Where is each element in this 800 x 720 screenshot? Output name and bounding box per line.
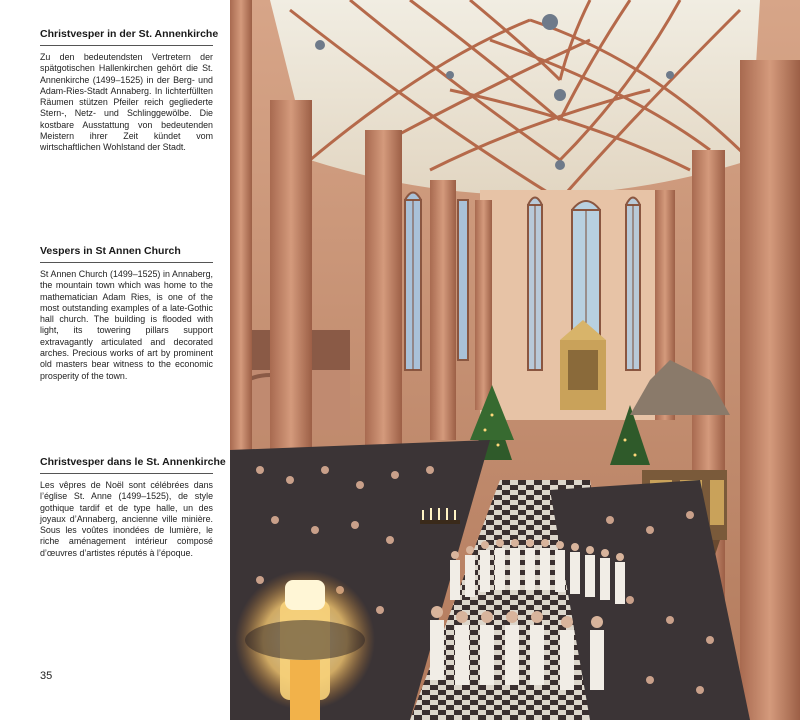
section-german — [40, 28, 219, 154]
section-title-german: Christvesper in der St. Annenkirche — [40, 28, 213, 46]
text-column — [0, 0, 230, 720]
page-number: 35 — [40, 670, 53, 682]
section-english — [40, 245, 213, 382]
section-title-french: Christvesper dans le St. Annenkirche — [40, 456, 213, 474]
section-body-english: St Annen Church (1499–1525) in Annaberg, the mountain town which was home to the mathematician Adam Ries, is one of the most outstanding examples of a late-Gothic hall church. The building is flooded with light, its towering pillars support extravagantly articulated and decorated arches. Precious works of art by prominent old masters bear witness to the economic prosperity of the town. — [40, 269, 213, 381]
section-body-german: Zu den bedeutendsten Vertretern der spätgotischen Hallenkirchen gehört die St. Annenkirche (1499–1525) in der Berg- und Adam-Ries-Stadt Annaberg. In lichterfüllten Räumen stützen Pfeiler reich gegliederte Stern-, Netz- und Schlinggewölbe. Die kostbare Ausstattung von bedeutenden Meistern ihrer Zeit kündet vom wirtschaftlichen Wohlstand der Stadt. — [40, 52, 213, 153]
section-french — [40, 456, 226, 559]
section-title-english: Vespers in St Annen Church — [40, 245, 213, 263]
church-illustration — [230, 0, 800, 720]
church-interior-photo — [230, 0, 800, 720]
section-body-french: Les vêpres de Noël sont célébrées dans l’église St. Anne (1499–1525), de style gothique tardif et de type halle, un des joyaux d’Annaberg, ancienne ville minière. Sous les voûtes inondées de lumière, le riche aménagement intérieur composé d’œuvres d’artistes réputés à l’époque. — [40, 480, 213, 558]
